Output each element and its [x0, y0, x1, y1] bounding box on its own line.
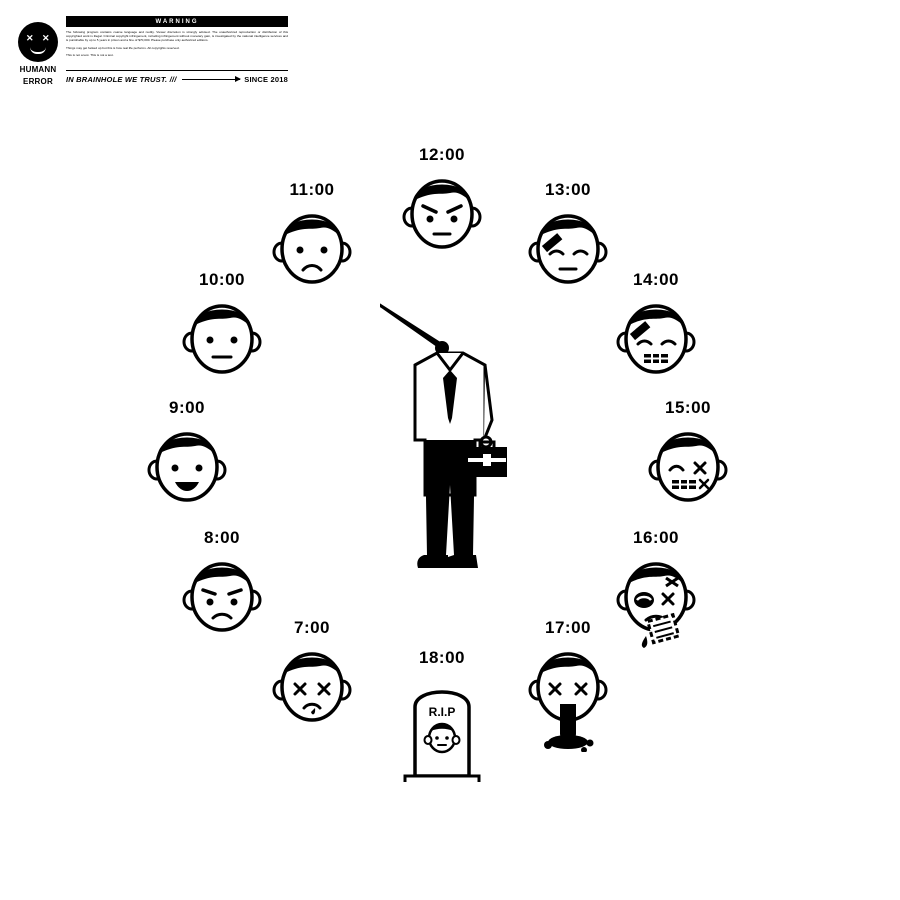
- logo-name-line2: ERROR: [23, 77, 53, 86]
- since-text: SINCE 2018: [244, 75, 288, 84]
- clock-node-10: [172, 270, 272, 385]
- logo-eye-left-icon: ✕: [26, 33, 34, 43]
- face-bandaid-closed-eyes: [518, 204, 618, 295]
- clock-node-18: [392, 648, 492, 787]
- warning-paragraph: Things may get fucked up but this is how real life performs. All copyrights reserved.: [66, 45, 180, 50]
- warning-title: WARNING: [66, 16, 288, 27]
- clock-node-12: [392, 145, 492, 260]
- clock-node-17: [518, 618, 618, 757]
- dead-face-logo-icon: [18, 22, 58, 62]
- node-time-label: 10:00: [199, 270, 245, 289]
- clock-node-14: [606, 270, 706, 385]
- clock-node-16: [606, 528, 706, 657]
- warning-paragraph: The following program contains coarse language and nudity. Viewer discretion is strongly advised. The unauthorized reproduction or distribution of this copyrighted work is illegal. Criminal copyright infringement, including infringement without monetary gain, is investigated by the national intelligence services and is punishable by up to 5 years in prison and a fine of $70,000. Please purchase only authorized editions.: [66, 30, 288, 43]
- logo-name-line1: HUMANN: [19, 65, 57, 74]
- face-angry-brows: [392, 169, 492, 260]
- tagline-bar: [66, 70, 288, 84]
- node-time-label: 13:00: [545, 180, 591, 199]
- logo: [14, 22, 62, 86]
- face-bandaid-grit-teeth: [606, 294, 706, 385]
- logo-mouth-icon: [30, 47, 46, 54]
- face-xx-eyes-vomit: [518, 642, 618, 757]
- clock-node-13: [518, 180, 618, 295]
- warning-paragraph: This is not a test. This is not a test.: [66, 52, 114, 57]
- clock-node-15: [638, 398, 738, 513]
- node-time-label: 15:00: [665, 398, 711, 417]
- tombstone-text: R.I.P: [428, 705, 456, 719]
- clock-node-9: [137, 398, 237, 513]
- node-time-label: 7:00: [293, 618, 331, 637]
- clock-node-11: [262, 180, 362, 295]
- face-frown: [262, 204, 362, 295]
- face-bruised-bandaged: [606, 552, 706, 657]
- rip-gravestone-icon: [397, 672, 487, 787]
- warning-body: [66, 30, 288, 57]
- node-time-label: 12:00: [419, 145, 465, 164]
- tagline-text: IN BRAINHOLE WE TRUST. ///: [66, 75, 177, 84]
- node-time-label: 9:00: [168, 398, 206, 417]
- face-xx-eyes-frown: [262, 642, 362, 733]
- face-smile-open: [137, 422, 237, 513]
- clock-node-8: [172, 528, 272, 643]
- face-x-eye-grit: [638, 422, 738, 513]
- face-flat-neutral: [172, 294, 272, 385]
- clock-hand-icon: [380, 290, 449, 355]
- node-time-label: 18:00: [419, 648, 465, 667]
- node-time-label: 16:00: [633, 528, 679, 547]
- clock-node-7: [262, 618, 362, 733]
- page-header: [0, 0, 900, 110]
- face-angry-frown: [172, 552, 272, 643]
- businessman-figure: [380, 290, 520, 620]
- node-time-label: 14:00: [633, 270, 679, 289]
- logo-eye-right-icon: ✕: [42, 33, 50, 43]
- arrow-icon: [182, 79, 240, 80]
- node-time-label: 8:00: [203, 528, 241, 547]
- node-time-label: 11:00: [289, 180, 335, 199]
- node-time-label: 17:00: [545, 618, 591, 637]
- warning-block: [66, 16, 288, 60]
